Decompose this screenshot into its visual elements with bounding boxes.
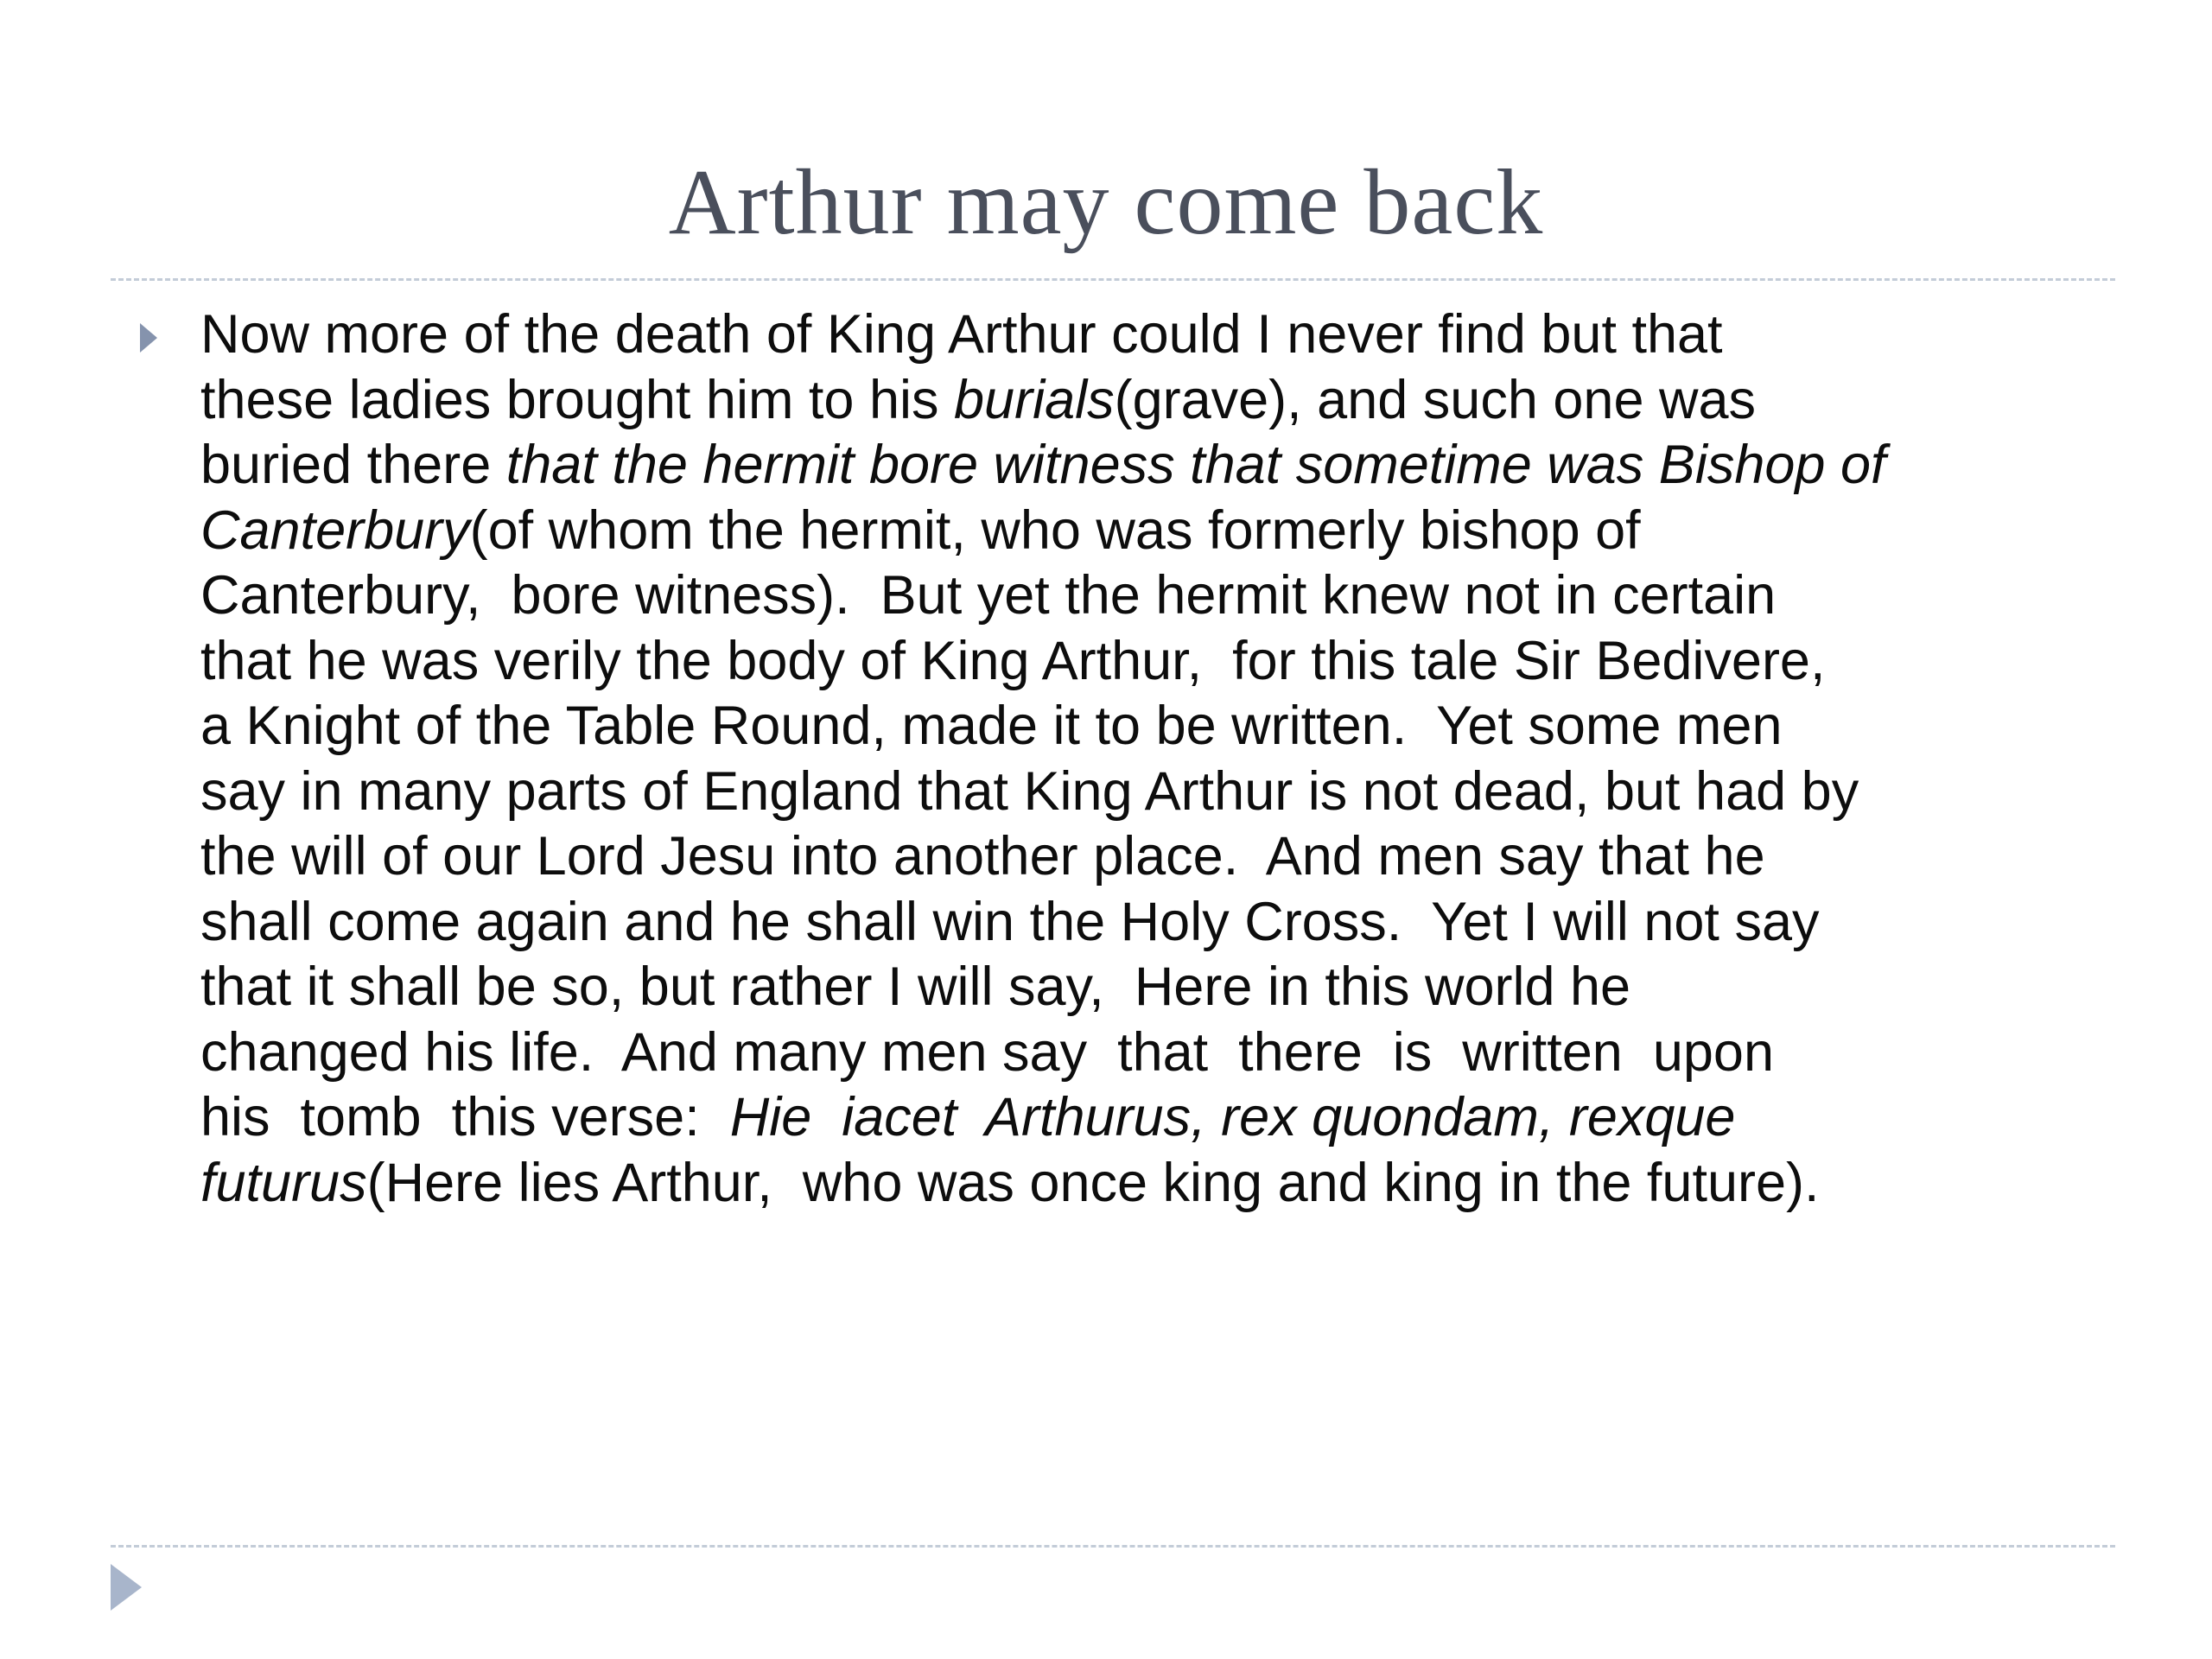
text-segment: that it shall be so, but rather I will say, Here in this world he — [200, 957, 1631, 1017]
text-segment: the will of our Lord Jesu into another place. And men say that he — [200, 826, 1765, 887]
slide-title: Arthur may come back — [668, 151, 1544, 254]
paragraph-line — [200, 955, 2127, 1020]
bullet-paragraph — [200, 302, 2127, 1216]
text-segment: Now more of the death of King Arthur could I never find but that — [200, 304, 1723, 365]
text-segment: a Knight of the Table Round, made it to be written. Yet some men — [200, 696, 1783, 756]
text-segment: these ladies brought him to his — [200, 369, 955, 430]
text-segment: (grave), and such one was — [1114, 369, 1757, 430]
text-segment: (Here lies Arthur, who was once king and king in the future). — [366, 1152, 1820, 1213]
paragraph-line — [200, 694, 2127, 760]
text-segment: buried there — [200, 435, 506, 495]
italic-text: that the hermit bore witness that sometime was Bishop of — [505, 435, 1886, 495]
paragraph-line — [200, 1085, 2127, 1151]
italic-text: Hie iacet Arthurus, rex quondam, rexque — [729, 1087, 1736, 1147]
paragraph-line — [200, 629, 2127, 695]
text-segment: changed his life. And many men say that there is written upon — [200, 1021, 1775, 1083]
text-segment: his tomb this verse: — [200, 1087, 730, 1147]
text-segment: (of whom the hermit, who was formerly bishop of — [469, 499, 1641, 561]
paragraph-line — [200, 563, 2127, 629]
paragraph-line — [200, 824, 2127, 890]
text-segment: shall come again and he shall win the Holy Cross. Yet I will not say — [200, 891, 1820, 952]
paragraph-line — [200, 890, 2127, 956]
italic-text: Canterbury — [200, 499, 470, 561]
paragraph-line — [200, 760, 2127, 825]
text-segment: Canterbury, bore witness). But yet the hermit knew not in certain — [200, 565, 1777, 626]
triangle-arrow-icon — [111, 1564, 142, 1611]
triangle-bullet-icon — [140, 323, 157, 353]
paragraph-line — [200, 1151, 2127, 1217]
title-divider — [111, 278, 2115, 281]
paragraph-line — [200, 368, 2127, 434]
paragraph-line — [200, 1020, 2127, 1086]
italic-text: burials — [954, 369, 1115, 430]
paragraph-line — [200, 499, 2127, 564]
text-segment: that he was verily the body of King Arthur, for this tale Sir Bedivere, — [200, 630, 1826, 691]
paragraph-line — [200, 302, 2127, 368]
footer-divider — [111, 1545, 2115, 1548]
italic-text: futurus — [200, 1152, 367, 1213]
text-segment: say in many parts of England that King Arthur is not dead, but had by — [200, 760, 1859, 822]
paragraph-line — [200, 433, 2127, 499]
